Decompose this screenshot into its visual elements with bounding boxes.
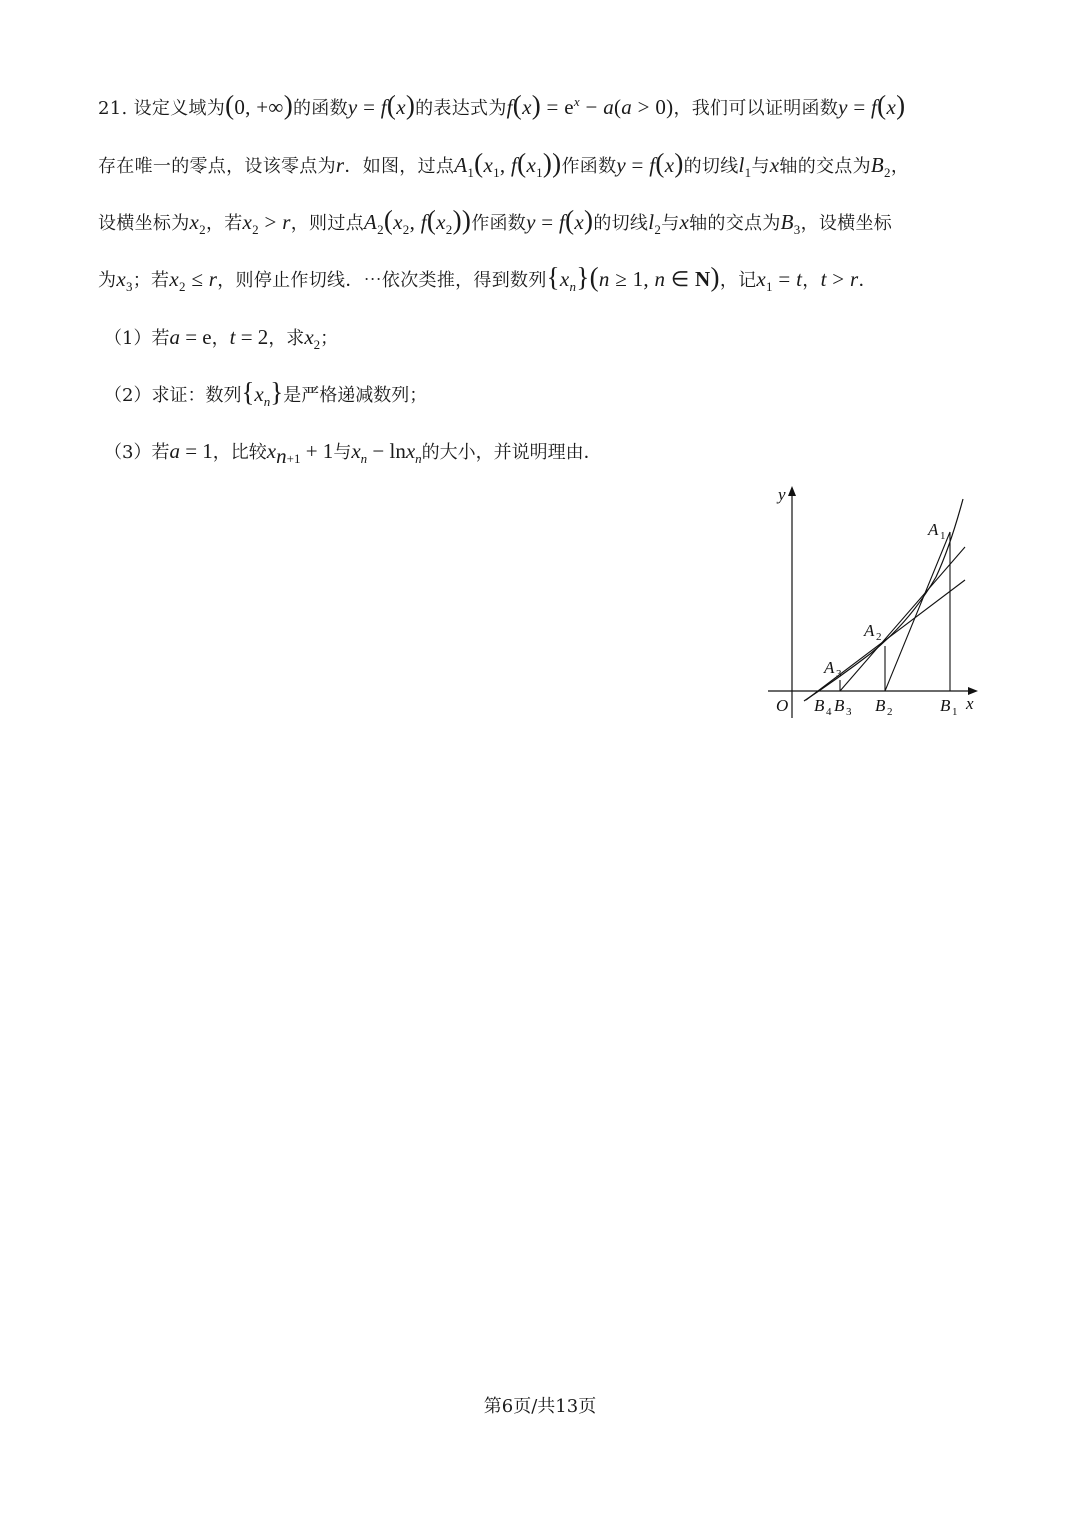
- label-x: x: [966, 694, 974, 713]
- sequence-expr: $\{x_n\}(n \ge 1$, n ∈ N): [546, 262, 720, 295]
- domain-expr: (0, +∞): [225, 90, 293, 120]
- label-origin: O: [776, 696, 789, 715]
- tangent-l1: [885, 532, 950, 691]
- page-footer: 第6页/共13页: [483, 1396, 597, 1417]
- part-1: （1）若a = e，t = 2，求$x_2$；: [104, 325, 339, 353]
- svg-text:3: 3: [846, 706, 852, 718]
- svg-text:3: 3: [836, 668, 842, 680]
- problem-line-3: 设横坐标为$x_2$，若$x_2 > r$，则过点$A_2(x_2$, $f(x_2)$)作函数y = f(x)的切线$l_2$与x轴的交点为$B_3$，设横坐标: [98, 205, 893, 238]
- problem-line-2: 存在唯一的零点，设该零点为r．如图，过点$A_1(x_1$, $f(x_1)$)作函数y = f(x)的切线$l_1$与x轴的交点为$B_2$，: [98, 148, 910, 181]
- svg-text:4: 4: [826, 706, 832, 718]
- point-a2: $A_2(x_2$, $f(x_2)$): [363, 205, 472, 238]
- y-axis-arrow: [788, 486, 796, 496]
- part-3: （3）若a = 1，比较$x_{n+1} + 1$与$x_n - \ln x_n$的大小，并说明理由．: [104, 439, 602, 469]
- part-2: （2）求证：数列$\{x_n\}$是严格递减数列；: [104, 377, 428, 410]
- label-a1: A: [928, 520, 939, 539]
- point-a1: $A_1(x_1$, $f(x_1)$): [454, 148, 562, 181]
- problem-line-4: 为$x_3$；若$x_2 \le r$，则停止作切线．⋯依次类推，得到数列$\{x_n\}(n \ge 1$, n ∈ N)，记$x_1 = t$，t > r．: [98, 262, 877, 295]
- label-b4: B: [814, 696, 825, 715]
- svg-text:2: 2: [876, 631, 882, 643]
- svg-text:2: 2: [887, 706, 893, 718]
- label-b1: B: [940, 696, 951, 715]
- label-b3: B: [834, 696, 845, 715]
- label-a2: A: [864, 621, 875, 640]
- tangent-l2: [840, 547, 965, 691]
- label-y: y: [778, 485, 786, 504]
- problem-line-1: 21. 设定义域为(0, +∞)的函数y = f(x)的表达式为$f(x) = e^x - a(a > 0)$，我们可以证明函数y = f(x): [98, 90, 906, 120]
- func-expr: y = f(x): [347, 90, 416, 120]
- svg-text:1: 1: [940, 530, 946, 542]
- label-a3: A: [824, 658, 835, 677]
- svg-text:1: 1: [952, 706, 958, 718]
- tangent-line-figure: [760, 482, 990, 722]
- label-b2: B: [875, 696, 886, 715]
- problem-number: 21.: [98, 98, 128, 119]
- func-def: $f(x) = e^x - a(a > 0)$: [506, 90, 674, 120]
